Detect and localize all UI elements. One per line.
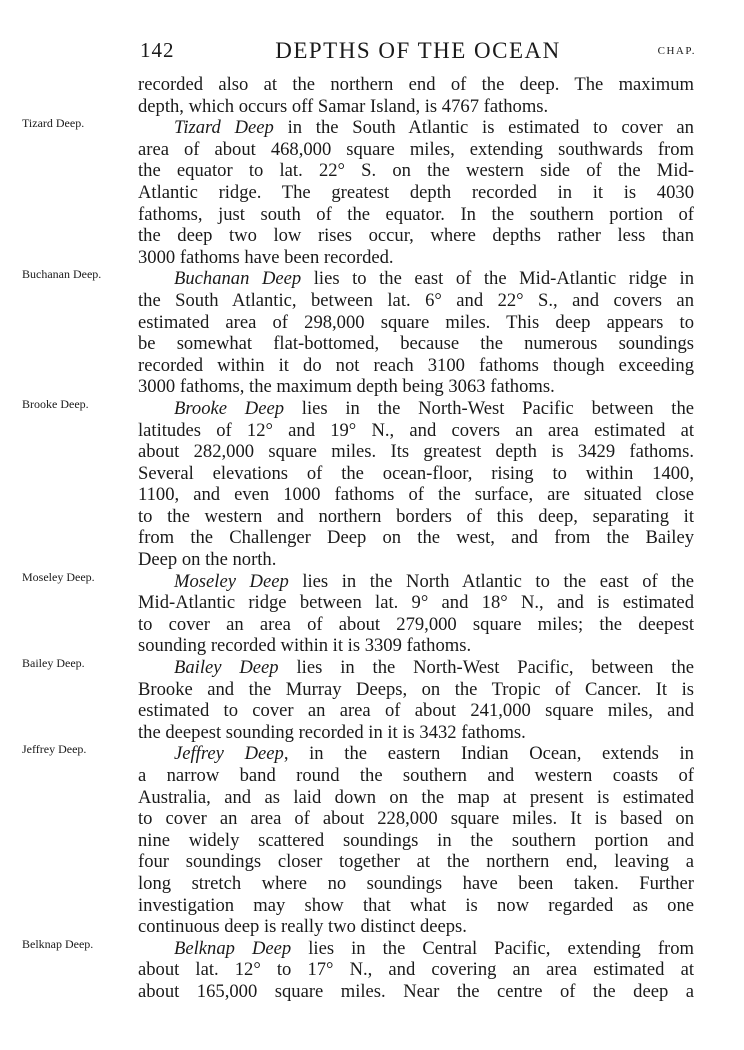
text-line: the equator to lat. 22° S. on the western side of the Mid- — [138, 160, 694, 182]
text-line: recorded also at the northern end of the deep. The maximum — [138, 74, 694, 95]
text-line: be somewhat flat-bottomed, because the numerous soundings — [138, 333, 694, 355]
deep-name: Brooke Deep — [174, 397, 285, 419]
page-body — [22, 74, 694, 1003]
text-line — [138, 117, 694, 139]
text-line — [138, 268, 694, 290]
text-line: to cover an area of about 228,000 square miles. It is based on — [138, 808, 694, 830]
text-line: continuous deep is really two distinct deeps. — [138, 916, 467, 938]
text-line: Several elevations of the ocean-floor, rising to within 1400, — [138, 462, 694, 484]
text-line: 3000 fathoms, the maximum depth being 3063 fathoms. — [138, 376, 555, 398]
paragraph-buchanan-deep — [22, 267, 694, 398]
page-header — [138, 38, 698, 68]
text-line — [138, 571, 694, 593]
text-line: area of about 468,000 square miles, extending southwards from — [138, 138, 694, 160]
line-text: lies in the North-West Pacific, between the — [278, 657, 694, 679]
text-line: fathoms, just south of the equator. In the southern portion of — [138, 203, 694, 225]
deep-name: Jeffrey Deep — [174, 743, 284, 765]
text-line: the South Atlantic, between lat. 6° and 22° S., and covers an — [138, 289, 694, 311]
text-line: Atlantic ridge. The greatest depth recorded in it is 4030 — [138, 181, 694, 203]
text-line — [138, 398, 694, 420]
text-line — [138, 657, 694, 679]
text-line: 3000 fathoms have been recorded. — [138, 246, 394, 268]
text-line — [138, 743, 694, 765]
text-line: about lat. 12° to 17° N., and covering an area estimated at — [138, 959, 694, 981]
text-line: four soundings closer together at the northern end, leaving a — [138, 851, 694, 873]
text-line — [138, 938, 694, 960]
deep-name: Tizard Deep — [174, 117, 274, 139]
text-line: depth, which occurs off Samar Island, is 4767 fathoms. — [138, 95, 549, 117]
continuation-paragraph — [138, 74, 694, 117]
paragraph-tizard-deep — [22, 116, 694, 268]
text-line: Australia, and as laid down on the map at present is estimated — [138, 786, 694, 808]
line-text: lies in the North Atlantic to the east of the — [288, 570, 694, 592]
text-line: estimated area of 298,000 square miles. This deep appears to — [138, 311, 694, 333]
text-line: investigation may show that what is now regarded as one — [138, 894, 694, 916]
margin-note: Tizard Deep. — [22, 116, 85, 131]
text-line: to the western and northern borders of this deep, separating it — [138, 505, 694, 527]
line-text: lies in the Central Pacific, extending from — [291, 937, 694, 959]
text-line: latitudes of 12° and 19° N., and covers an area estimated at — [138, 419, 694, 441]
text-line: long stretch where no soundings have been taken. Further — [138, 872, 694, 894]
text-line: Deep on the north. — [138, 549, 277, 571]
margin-note: Brooke Deep. — [22, 396, 89, 411]
text-line: nine widely scattered soundings in the southern portion and — [138, 829, 694, 851]
margin-note: Belknap Deep. — [22, 936, 94, 951]
text-line: the deepest sounding recorded in it is 3432 fathoms. — [138, 721, 526, 743]
paragraph-belknap-deep — [22, 936, 694, 1003]
paragraph-moseley-deep — [22, 569, 694, 657]
text-line: recorded within it do not reach 3100 fathoms though exceeding — [138, 354, 694, 376]
text-line: from the Challenger Deep on the west, and from the Bailey — [138, 527, 694, 549]
running-title: DEPTHS OF THE OCEAN — [275, 38, 561, 63]
paragraph-bailey-deep — [22, 656, 694, 743]
text-line: the deep two low rises occur, where depths rather less than — [138, 225, 694, 247]
deep-name: Buchanan Deep — [174, 268, 302, 290]
paragraph-jeffrey-deep — [22, 742, 694, 938]
deep-name: Moseley Deep — [174, 570, 289, 592]
text-line: about 282,000 square miles. Its greatest depth is 3429 fathoms. — [138, 441, 694, 463]
margin-note: Moseley Deep. — [22, 569, 95, 584]
text-line: to cover an area of about 279,000 square miles; the deepest — [138, 613, 694, 635]
line-text: in the South Atlantic is estimated to cover an — [273, 117, 694, 139]
text-line: estimated to cover an area of about 241,000 square miles, and — [138, 700, 694, 722]
line-text: lies in the North-West Pacific between the — [284, 397, 694, 419]
margin-note: Bailey Deep. — [22, 656, 85, 671]
line-text: , in the eastern Indian Ocean, extends in — [283, 743, 694, 765]
text-line: sounding recorded within it is 3309 fathoms. — [138, 635, 472, 657]
text-line: a narrow band round the southern and western coasts of — [138, 765, 694, 786]
margin-note: Buchanan Deep. — [22, 267, 102, 282]
text-line: Brooke and the Murray Deeps, on the Tropic of Cancer. It is — [138, 678, 694, 700]
chapter-mark: CHAP. — [657, 45, 696, 57]
text-line: about 165,000 square miles. Near the centre of the deep a — [138, 980, 694, 1002]
line-text: lies to the east of the Mid-Atlantic ridge in — [301, 268, 694, 290]
text-line: 1100, and even 1000 fathoms of the surface, are situated close — [138, 484, 694, 506]
deep-name: Bailey Deep — [174, 657, 279, 679]
text-line: Mid-Atlantic ridge between lat. 9° and 18° N., and is estimated — [138, 592, 694, 614]
margin-note: Jeffrey Deep. — [22, 742, 87, 757]
page-number: 142 — [140, 38, 175, 62]
paragraph-brooke-deep — [22, 396, 694, 571]
deep-name: Belknap Deep — [174, 937, 292, 959]
